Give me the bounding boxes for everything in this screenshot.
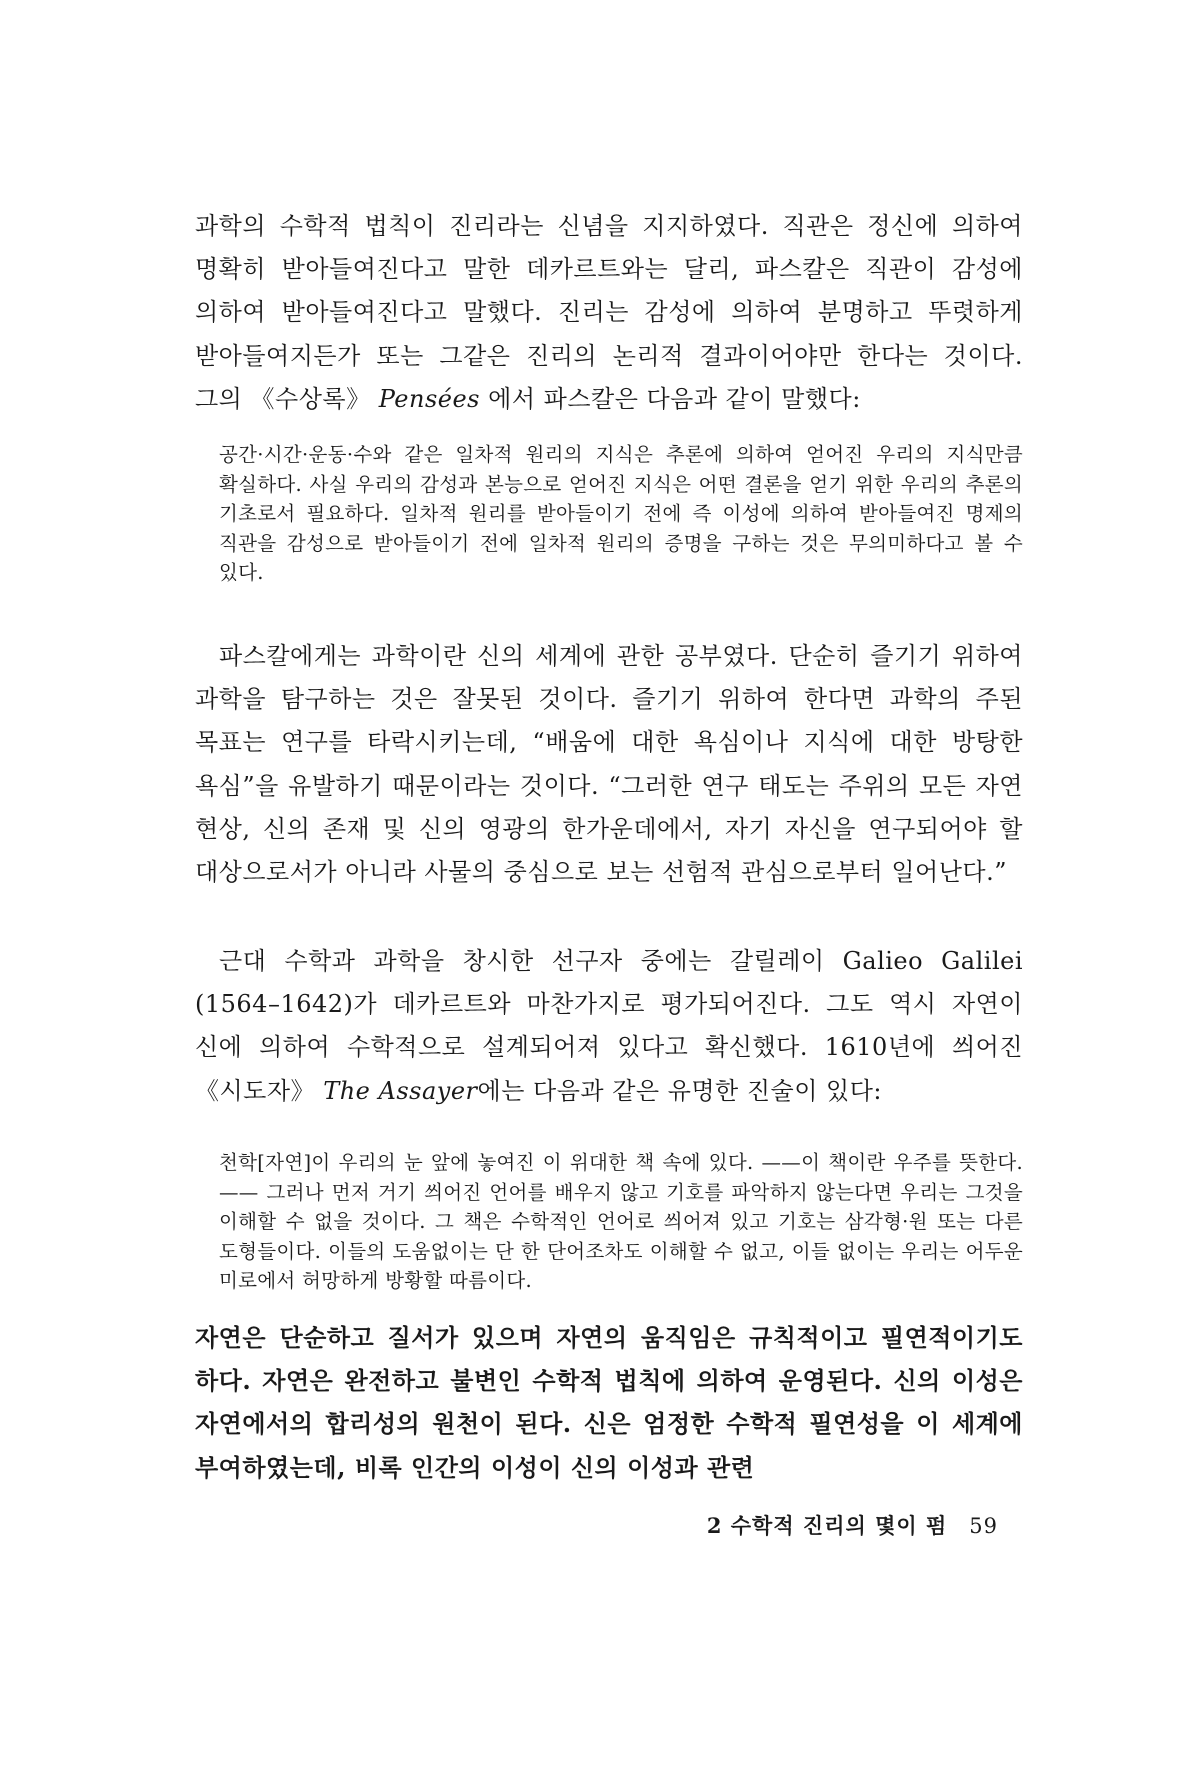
page-number: 59 (969, 1514, 998, 1538)
paragraph-4: 자연은 단순하고 질서가 있으며 자연의 움직임은 규칙적이고 필연적이기도 하다. 자연은 완전하고 불변인 수학적 법칙에 의하여 운영된다. 신의 이성은 자연에서의 합리성의 원천이 된다. 신은 엄정한 수학적 필연성을 이 세계에 부여하였는데, 비록 인간의 이성이 신의 이성과 관련 (195, 1323, 1023, 1482)
paragraph-3-latin-title: The Assayer (323, 1076, 478, 1105)
quote-2: 천학[자연]이 우리의 눈 앞에 놓여진 이 위대한 책 속에 있다. ——이 책이란 우주를 뜻한다.—— 그러나 먼저 거기 씌어진 언어를 배우지 않고 기호를 파악하지 않는다면 우리는 그것을 이해할 수 없을 것이다. 그 책은 수학적인 언어로 씌어져 있고 기호는 삼각형·원 또는 다른 도형들이다. 이들의 도움없이는 단 한 단어조차도 이해할 수 없고, 이들 없이는 우리는 어두운 미로에서 허망하게 방황할 따름이다. (219, 1151, 1023, 1292)
paragraph-3-ending: 에는 다음과 같은 유명한 진술이 있다: (477, 1076, 883, 1105)
quote-1-block (195, 440, 1023, 588)
quote-2-block (195, 1148, 1023, 1296)
paragraph-1 (195, 205, 1023, 421)
paragraph-4-block (195, 1316, 1023, 1489)
paragraph-1-block (195, 205, 1023, 421)
paragraph-3-book-title: 《시도자》 (195, 1076, 316, 1105)
paragraph-2: 파스칼에게는 과학이란 신의 세계에 관한 공부였다. 단순히 즐기기 위하여 과학을 탐구하는 것은 잘못된 것이다. 즐기기 위하여 한다면 과학의 주된 목표는 연구를 타락시키는데, “배움에 대한 욕심이나 지식에 대한 방탕한 욕심”을 유발하기 때문이라는 것이다. “그러한 연구 태도는 주위의 모든 자연 현상, 신의 존재 및 신의 영광의 한가운데에서, 자기 자신을 연구되어야 할 대상으로서가 아니라 사물의 중심으로 보는 선험적 관심으로부터 일어난다.” (195, 642, 1023, 887)
quote-1: 공간·시간·운동·수와 같은 일차적 원리의 지식은 추론에 의하여 얻어진 우리의 지식만큼 확실하다. 사실 우리의 감성과 본능으로 얻어진 지식은 어떤 결론을 얻기 위한 우리의 추론의 기초로서 필요하다. 일차적 원리를 받아들이기 전에 즉 이성에 의하여 받아들여진 명제의 직관을 감성으로 받아들이기 전에 일차적 원리의 증명을 구하는 것은 무의미하다고 볼 수 있다. (219, 443, 1023, 584)
paragraph-3-text: 근대 수학과 과학을 창시한 선구자 중에는 갈릴레이 Galieo Galilei (1564–1642)가 데카르트와 마찬가지로 평가되어진다. 그도 역시 자연이 신에 의하여 수학적으로 설계되어져 있다고 확신했다. 1610년에 씌어진 (195, 947, 1023, 1062)
paragraph-3-block (195, 940, 1023, 1113)
running-footer (707, 1510, 998, 1540)
footer-chapter-title: 2 수학적 진리의 몇이 펌 (706, 1513, 948, 1538)
paragraph-1-book-title: 《수상록》 (250, 384, 371, 413)
paragraph-2-block (195, 635, 1023, 894)
paragraph-1-text: 과학의 수학적 법칙이 진리라는 신념을 지지하였다. 직관은 정신에 의하여 명확히 받아들여진다고 말한 데카르트와는 달리, 파스칼은 직관이 감성에 의하여 받아들여진다고 말했다. 진리는 감성에 의하여 분명하고 뚜렷하게 받아들여지든가 또는 그같은 진리의 논리적 결과이어야만 한다는 것이다. 그의 (195, 212, 1023, 413)
paragraph-1-latin-title: Pensées (378, 384, 480, 413)
paragraph-3 (195, 940, 1023, 1113)
paragraph-1-ending: 에서 파스칼은 다음과 같이 말했다: (488, 384, 861, 413)
